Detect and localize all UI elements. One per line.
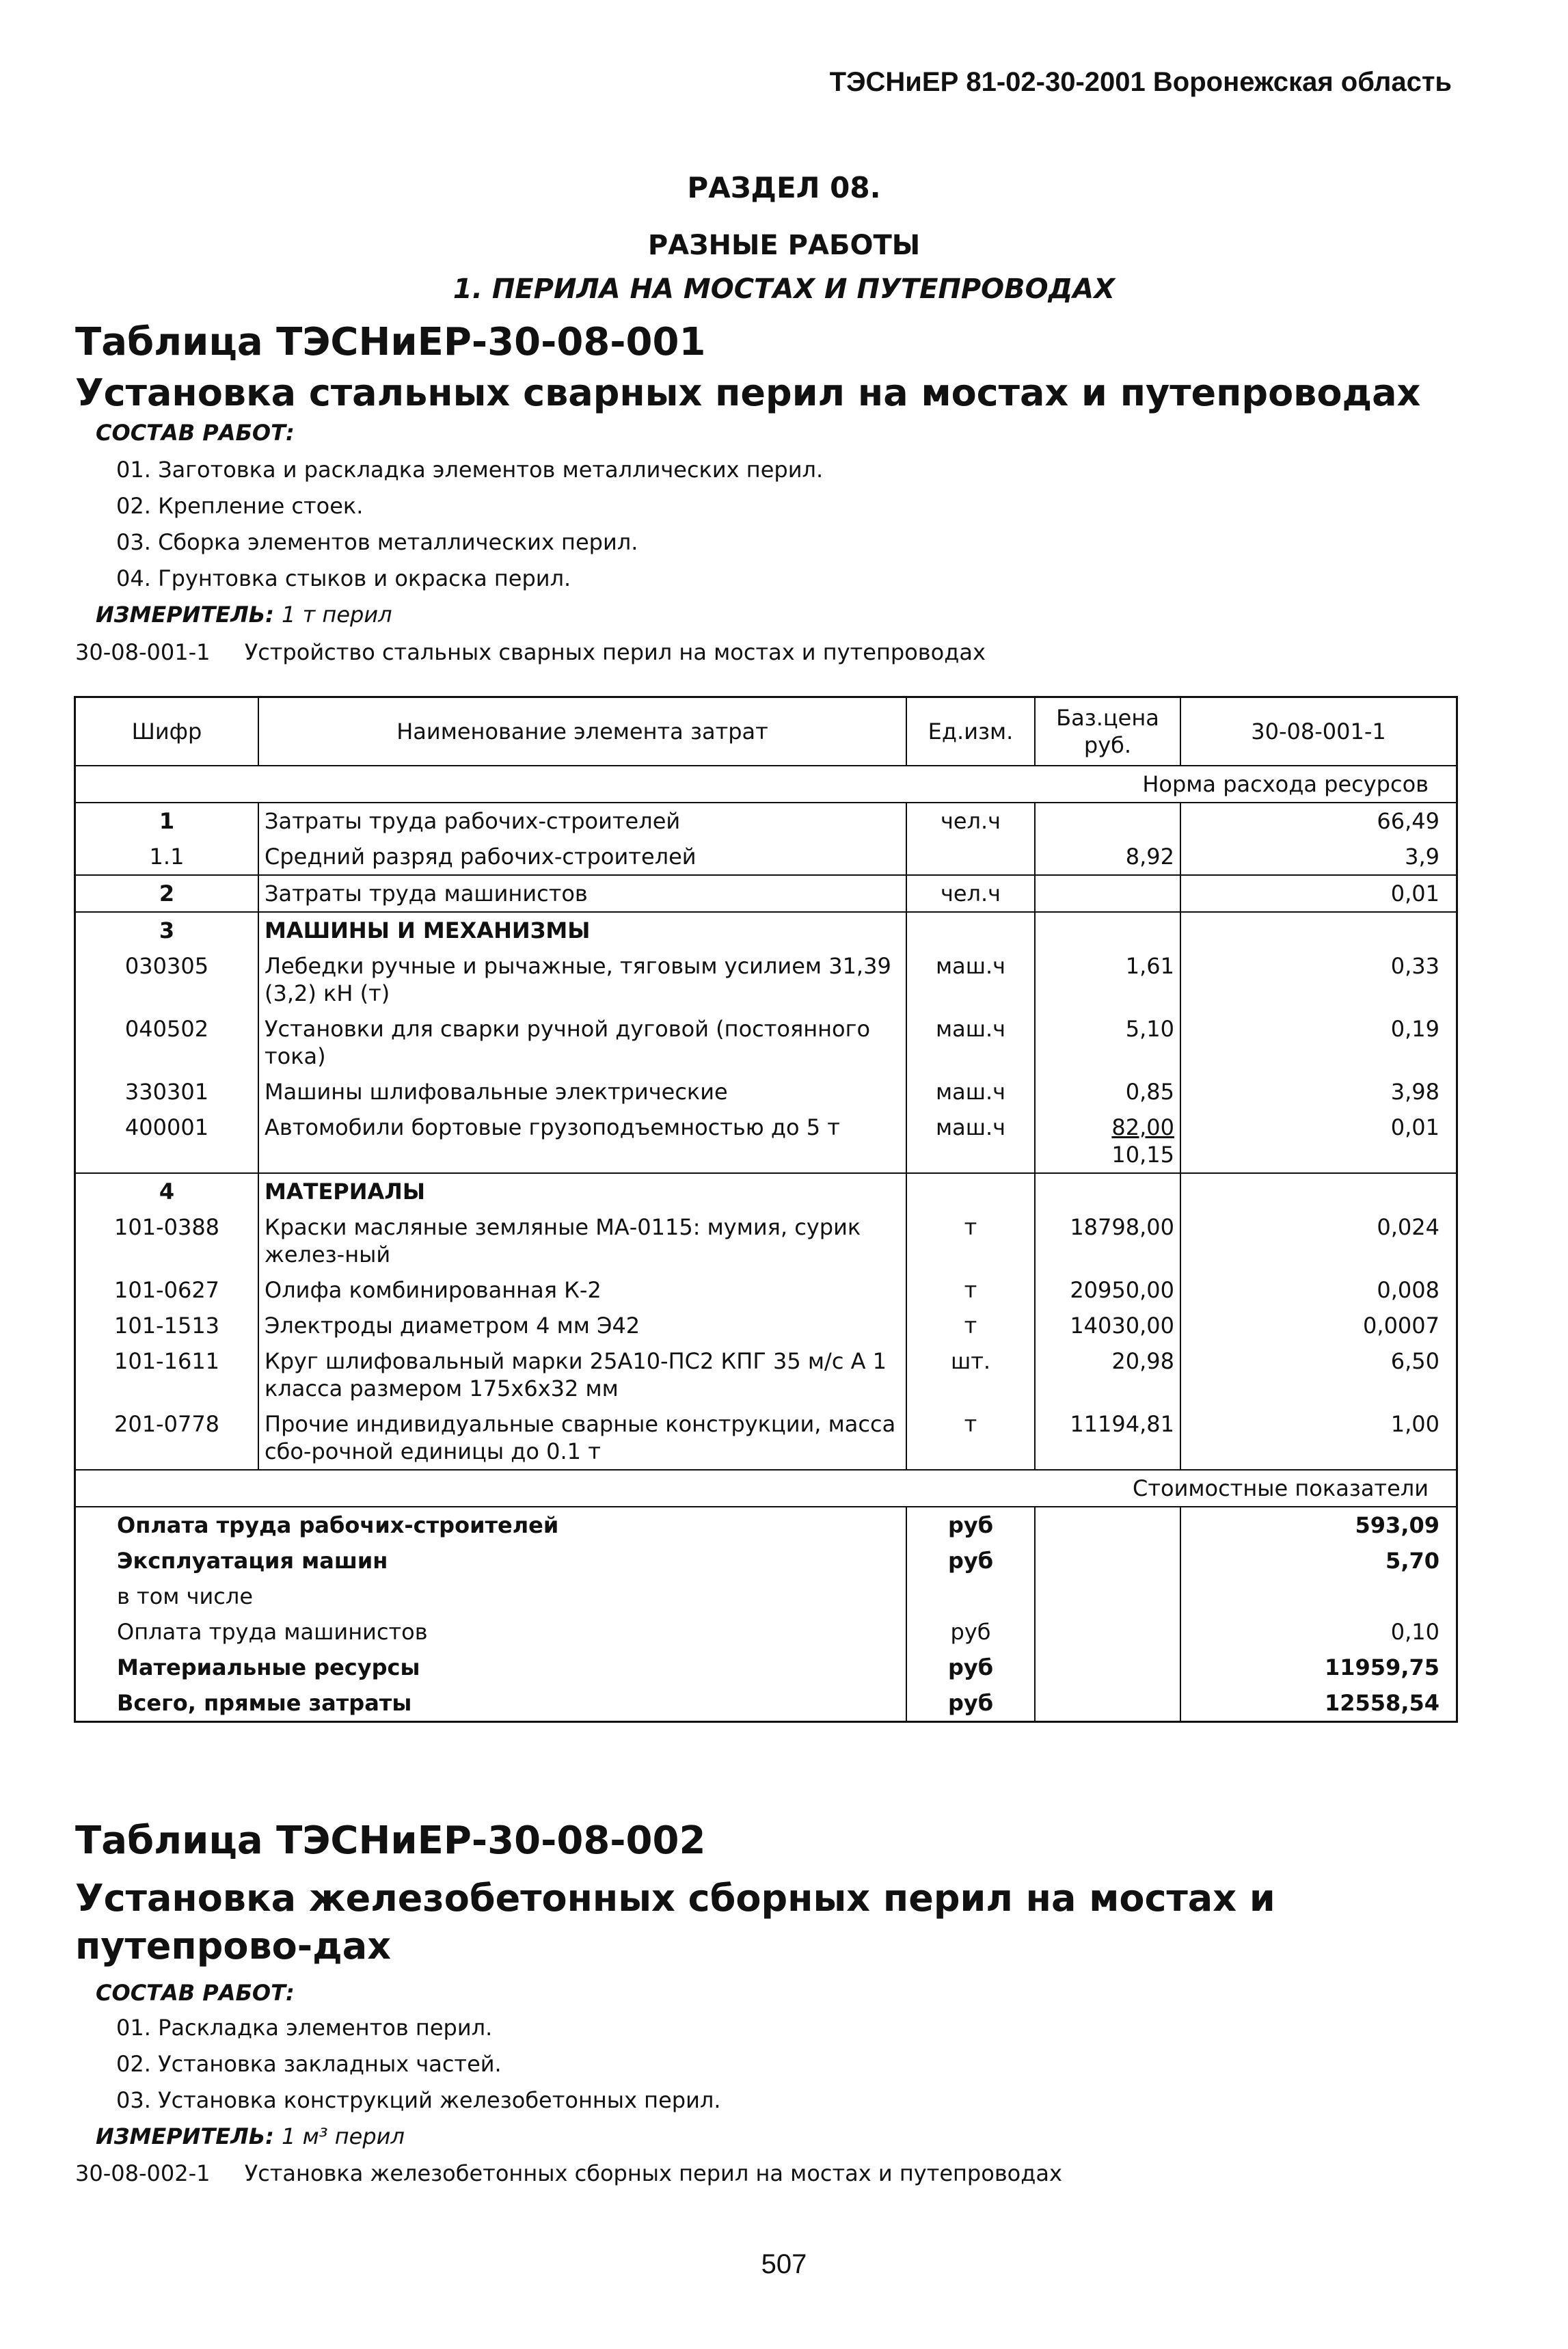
row-name: МАШИНЫ И МЕХАНИЗМЫ (258, 912, 906, 948)
row-name: МАТЕРИАЛЫ (258, 1173, 906, 1209)
row-code: 400001 (75, 1110, 259, 1173)
row-value: 0,19 (1390, 1016, 1439, 1042)
row-unit: т (906, 1209, 1035, 1272)
summary-unit: руб (906, 1650, 1035, 1685)
row-unit (906, 912, 1035, 948)
row-price: 1,61 (1035, 948, 1180, 1011)
row-price: 14030,00 (1035, 1308, 1180, 1343)
row-price: 20,98 (1035, 1343, 1180, 1406)
row-price (1035, 875, 1180, 912)
row-name: Установки для сварки ручной дуговой (постоянного тока) (258, 1011, 906, 1074)
measure-value: 1 м³ перил (282, 2123, 405, 2149)
section-title: РАЗДЕЛ 08. (687, 171, 881, 204)
page-number: 507 (761, 2249, 807, 2279)
row-code: 2 (75, 875, 259, 912)
cost-label: Стоимостные показатели (75, 1470, 1457, 1507)
row-price: 11194,81 (1035, 1406, 1180, 1470)
row-code: 101-0627 (75, 1272, 259, 1308)
row-price: 18798,00 (1035, 1209, 1180, 1272)
summary-value: 11959,75 (1324, 1654, 1439, 1680)
row-value: 0,0007 (1363, 1313, 1439, 1339)
summary-label: Всего, прямые затраты (75, 1685, 907, 1722)
col-code: Шифр (75, 697, 259, 766)
row-name: Автомобили бортовые грузоподъемностью до 5 т (258, 1110, 906, 1173)
row-value: 0,024 (1377, 1214, 1439, 1240)
summary-unit (906, 1579, 1035, 1614)
row-price (1035, 803, 1180, 839)
row-code: 3 (75, 912, 259, 948)
col-price: Баз.цена руб. (1035, 697, 1180, 766)
summary-unit: руб (906, 1685, 1035, 1722)
row-value: 6,50 (1390, 1348, 1439, 1374)
row-code: 040502 (75, 1011, 259, 1074)
subsection-title: РАЗНЫЕ РАБОТЫ (647, 230, 921, 261)
row-unit (906, 839, 1035, 875)
price-secondary: 10,15 (1111, 1142, 1174, 1168)
price-primary: 82,00 (1111, 1114, 1174, 1140)
summary-label: Эксплуатация машин (75, 1543, 907, 1579)
row-unit (906, 1173, 1035, 1209)
row-unit: т (906, 1308, 1035, 1343)
table-header-row (75, 697, 1457, 766)
row-code: 330301 (75, 1074, 259, 1110)
summary-row (75, 1614, 1457, 1650)
row-value: 0,01 (1180, 875, 1457, 912)
row-unit: т (906, 1272, 1035, 1308)
row-value: 0,33 (1390, 953, 1439, 979)
summary-unit: руб (906, 1614, 1035, 1650)
row-price (1035, 1173, 1180, 1209)
table-1-measure (96, 602, 392, 628)
summary-label: Оплата труда машинистов (75, 1614, 907, 1650)
summary-value: 12558,54 (1324, 1690, 1439, 1716)
cost-label-row (75, 1470, 1457, 1507)
table-2-work-2: 02. Установка закладных частей. (116, 2051, 502, 2077)
row-unit: маш.ч (906, 948, 1035, 1011)
table-row (75, 1173, 1457, 1209)
table-row (75, 1074, 1457, 1110)
row-price (1035, 1110, 1180, 1173)
row-code: 201-0778 (75, 1406, 259, 1470)
row-value: 1,00 (1390, 1411, 1439, 1437)
table-1-code-line (75, 639, 986, 665)
row-price: 5,10 (1035, 1011, 1180, 1074)
summary-value: 0,10 (1390, 1619, 1439, 1645)
row-unit: чел.ч (906, 803, 1035, 839)
table-row (75, 1011, 1457, 1074)
row-code: 030305 (75, 948, 259, 1011)
row-code: 101-1513 (75, 1308, 259, 1343)
row-value (1180, 1173, 1457, 1209)
table-1-work-1: 01. Заготовка и раскладка элементов металлических перил. (116, 457, 824, 483)
summary-row (75, 1579, 1457, 1614)
row-name: Круг шлифовальный марки 25А10-ПС2 КПГ 35 м/с А 1 класса размером 175х6х32 мм (258, 1343, 906, 1406)
table-2-name: Таблица ТЭСНиЕР-30-08-002 (75, 1818, 706, 1863)
table-2-measure (96, 2123, 405, 2149)
row-name: Машины шлифовальные электрические (258, 1074, 906, 1110)
measure-label: ИЗМЕРИТЕЛЬ: (96, 602, 274, 628)
row-unit: маш.ч (906, 1011, 1035, 1074)
row-unit: т (906, 1406, 1035, 1470)
row-name: Затраты труда рабочих-строителей (258, 803, 906, 839)
table-1-work-3: 03. Сборка элементов металлических перил. (116, 529, 638, 555)
row-code: 101-0388 (75, 1209, 259, 1272)
row-value: 0,008 (1377, 1277, 1439, 1303)
code: 30-08-001-1 (75, 639, 211, 665)
summary-value: 5,70 (1385, 1548, 1439, 1574)
row-unit: маш.ч (906, 1110, 1035, 1173)
summary-label: в том числе (75, 1579, 907, 1614)
norm-label: Норма расхода ресурсов (75, 766, 1457, 803)
subsubsection-title: 1. ПЕРИЛА НА МОСТАХ И ПУТЕПРОВОДАХ (452, 273, 1116, 305)
measure-value: 1 т перил (282, 602, 392, 628)
code-description: Устройство стальных сварных перил на мостах и путепроводах (244, 639, 986, 665)
col-name: Наименование элемента затрат (258, 697, 906, 766)
table-1-title: Установка стальных сварных перил на мостах и путепроводах (75, 371, 1421, 414)
code: 30-08-002-1 (75, 2160, 211, 2186)
row-code: 4 (75, 1173, 259, 1209)
table-row (75, 1209, 1457, 1272)
row-price: 20950,00 (1035, 1272, 1180, 1308)
table-2-composition-label: СОСТАВ РАБОТ: (96, 1980, 295, 2006)
row-name: Лебедки ручные и рычажные, тяговым усилием 31,39 (3,2) кН (т) (258, 948, 906, 1011)
table-row (75, 803, 1457, 839)
table-row (75, 839, 1457, 875)
row-name: Олифа комбинированная К-2 (258, 1272, 906, 1308)
table-2-work-3: 03. Установка конструкций железобетонных перил. (116, 2087, 721, 2113)
row-name: Средний разряд рабочих-строителей (258, 839, 906, 875)
table-row (75, 1308, 1457, 1343)
table-1-name: Таблица ТЭСНиЕР-30-08-001 (75, 320, 706, 364)
table-row (75, 875, 1457, 912)
row-name: Краски масляные земляные МА-0115: мумия, сурик желез-ный (258, 1209, 906, 1272)
table-2-code-line (75, 2160, 1062, 2186)
table-2-work-1: 01. Раскладка элементов перил. (116, 2015, 493, 2041)
resource-table (74, 696, 1458, 1723)
document-header: ТЭСНиЕР 81-02-30-2001 Воронежская область (829, 67, 1452, 97)
row-price (1035, 912, 1180, 948)
table-row (75, 1406, 1457, 1470)
table-row (75, 912, 1457, 948)
row-unit: чел.ч (906, 875, 1035, 912)
summary-row (75, 1507, 1457, 1543)
row-price: 0,85 (1035, 1074, 1180, 1110)
table-row (75, 948, 1457, 1011)
row-code: 101-1611 (75, 1343, 259, 1406)
table-1-work-4: 04. Грунтовка стыков и окраска перил. (116, 565, 571, 591)
row-value: 3,98 (1390, 1079, 1439, 1105)
row-name: Прочие индивидуальные сварные конструкции, масса сбо-рочной единицы до 0.1 т (258, 1406, 906, 1470)
summary-row (75, 1650, 1457, 1685)
row-code: 1.1 (75, 839, 259, 875)
table-1-composition-label: СОСТАВ РАБОТ: (96, 420, 295, 446)
summary-unit: руб (906, 1543, 1035, 1579)
summary-unit: руб (906, 1507, 1035, 1543)
summary-row (75, 1543, 1457, 1579)
row-unit: шт. (906, 1343, 1035, 1406)
code-description: Установка железобетонных сборных перил на мостах и путепроводах (244, 2160, 1062, 2186)
row-value: 3,9 (1405, 844, 1439, 870)
row-value (1180, 912, 1457, 948)
col-unit: Ед.изм. (906, 697, 1035, 766)
summary-row (75, 1685, 1457, 1722)
table-row (75, 1110, 1457, 1173)
table-row (75, 1272, 1457, 1308)
summary-label: Материальные ресурсы (75, 1650, 907, 1685)
summary-value: 593,09 (1355, 1512, 1439, 1538)
norm-label-row (75, 766, 1457, 803)
measure-label: ИЗМЕРИТЕЛЬ: (96, 2123, 274, 2149)
row-name: Затраты труда машинистов (258, 875, 906, 912)
col-norm: 30-08-001-1 (1180, 697, 1457, 766)
table-1-work-2: 02. Крепление стоек. (116, 493, 364, 519)
row-code: 1 (75, 803, 259, 839)
row-value: 0,01 (1390, 1114, 1439, 1140)
summary-value (1180, 1579, 1457, 1614)
row-unit: маш.ч (906, 1074, 1035, 1110)
summary-label: Оплата труда рабочих-строителей (75, 1507, 907, 1543)
table-row (75, 1343, 1457, 1406)
table-2-title: Установка железобетонных сборных перил на мостах и путепрово-дах (75, 1877, 1275, 1968)
row-price: 8,92 (1035, 839, 1180, 875)
row-value: 66,49 (1377, 808, 1439, 834)
row-name: Электроды диаметром 4 мм Э42 (258, 1308, 906, 1343)
